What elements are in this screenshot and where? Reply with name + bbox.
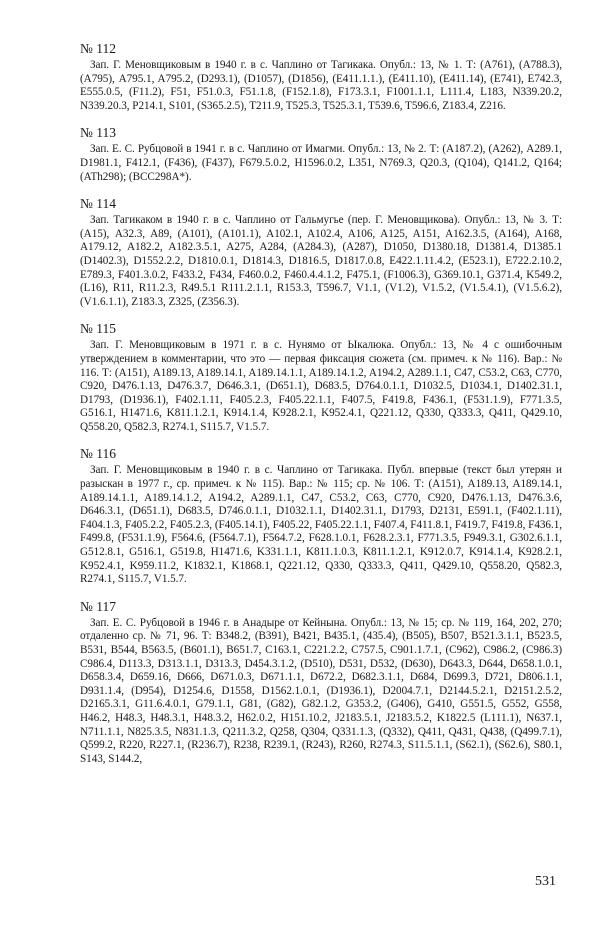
entry-number: № 113: [80, 125, 117, 141]
entry-text: Зап. Г. Меновщиковым в 1940 г. в с. Чаплино от Тагикака. Опубл.: 13, № 1. Т: (A761), (A788.3), (A795), A795.1, A795.2, (D293.1), (D1057), (D1856), (E411.1.1.), (E411.10), (E411.14), (E741), E742.3, E555.0.5, (F11.2), F51, F51.0.3, F51.1.8, (F152.1.8), F173.3.1, F1001.1.1, L111.4, L183, N339.20.2, N339.20.3, P214.1, S101, (S365.2.5), T211.9, T525.3, T525.3.1, T539.6, T596.6, Z183.4, Z216.: [80, 59, 562, 112]
page-number: 531: [535, 874, 556, 889]
entry-text: Зап. Г. Меновщиковым в 1971 г. в с. Нунямо от Ыкалюка. Опубл.: 13, № 4 с ошибочным утверждением в комментарии, что это — первая фиксация сюжета (см. примеч. к № 116). Вар.: № 116. Т: (A151), A189.13, A189.14.1, A189.14.1.1, A189.14.1.2, A194.2, A289.1.1, C47, C53.2, C63, C770, C920, D476.1.13, D476.3.7, D646.3.1, (D651.1), D683.5, D764.0.1.1, D1032.5, D1034.1, D1402.31.1, D1793, (D1936.1), F402.1.11, F405.2.3, F405.22.1.1, F407.5, F419.8, F436.1, (F531.1.9), F771.3.5, G516.1, H1471.6, K811.1.2.1, K914.1.4, K928.2.1, K952.4.1, Q221.12, Q330, Q333.3, Q411, Q429.10, Q558.20, Q582.3, R274.1, S115.7, V1.5.7.: [80, 339, 562, 433]
entry-number: № 115: [80, 321, 117, 337]
entry-number: № 114: [80, 196, 117, 212]
entry-text: Зап. Г. Меновщиковым в 1940 г. в с. Чаплино от Тагикака. Публ. впервые (текст был утерян и разыскан в 1977 г., ср. примеч. к № 115). Вар.: № 115; ср. № 106. Т: (A151), A189.13, A189.14.1, A189.14.1.1, A189.14.1.2, A194.2, A289.1.1, C47, C53.2, C63, C770, C920, D476.1.13, D476.3.6, D646.3.1, (D651.1), D683.5, D746.0.1.1, D1032.1.1, D1402.31.1, D1793, D2131, E591.1, (F402.1.11), F404.1.3, F405.2.2, F405.2.3, (F405.14.1), F405.22, F405.22.1.1, F407.4, F411.8.1, F419.7, F419.8, F436.1, F499.8, (F531.1.9), F564.6, (F564.7.1), F564.7.2, F628.1.0.1, F628.2.3.1, F771.3.5, F949.3.1, G302.6.1.1, G512.8.1, G516.1, G519.8, H1471.6, K331.1.1, K811.1.0.3, K811.1.2.1, K912.0.7, K914.1.4, K928.2.1, K952.4.1, K959.11.2, K1832.1, K1868.1, Q221.12, Q330, Q333.3, Q411, Q429.10, Q558.20, Q582.3, R274.1, S115.7, V1.5.7.: [80, 464, 562, 586]
entry-112: [80, 40, 562, 113]
entry-number: № 112: [80, 41, 117, 56]
entry-113: [80, 124, 562, 184]
entry-text: Зап. Тагикаком в 1940 г. в с. Чаплино от Гальмугье (пер. Г. Меновщикова). Опубл.: 13, № 3. Т: (A15), A32.3, A89, (A101), (A101.1), A102.1, A102.4, A106, A125, A151, A162.3.5, (A164), A168, A179.12, A182.2, A182.3.5.1, A275, A284, (A284.3), (A287), D1050, D1380.18, D1381.4, D1385.1 (D1402.3), D1552.2.2, D1810.0.1, D1814.3, D1816.5, D1817.0.8, E422.1.11.4.2, (E523.1), E722.2.10.2, E789.3, F401.3.0.2, F433.2, F434, F460.0.2, F460.4.4.1.2, F475.1, (F1006.3), G369.10.1, G371.4, K549.2, (L16), R11, R11.2.3, R49.5.1 R111.2.1.1, R153.3, T596.7, V1.1, (V1.2), V1.5.2, (V1.5.4.1), (V1.5.6.2), (V1.6.1.1), Z183.3, Z325, (Z356.3).: [80, 214, 562, 308]
document-page: [80, 40, 562, 777]
entry-text: Зап. Е. С. Рубцовой в 1946 г. в Анадыре от Кейнына. Опубл.: 13, № 15; ср. № 119, 164, 202, 270; отдаленно ср. № 71, 96. Т: B348.2, (B391), B421, B435.1, (435.4), (B505), B507, B521.3.1.1, B523.5, B531, B544, B563.5, (B601.1), B651.7, C163.1, C221.2.2, C757.5, C901.1.7.1, (C962), C986.2, (C986.3) C986.4, D113.3, D313.1.1, D313.3, D454.3.1.2, (D510), D531, D532, (D630), D643.3, D644, D658.1.0.1, D658.3.4, D659.16, D666, D671.0.3, D671.1.1, D672.2, D682.3.1.1, D684, D699.3, D721, D806.1.1, D931.1.4, (D954), D1254.6, D1558, D1562.1.0.1, (D1936.1), D2004.7.1, D2144.5.2.1, D2151.2.5.2, D2165.3.1, G11.6.4.0.1, G79.1.1, G81, (G82), G82.1.2, G353.2, (G406), G410, G551.5, G552, G558, H46.2, H48.3, H48.3.1, H48.3.2, H62.0.2, H151.10.2, J2183.5.1, J2183.5.2, K1822.5 (L111.1), N637.1, N711.1.1, N825.3.5, N831.1.3, Q211.3.2, Q258, Q304, Q331.1.3, (Q332), Q411, Q431, Q438, (Q499.7.1), Q599.2, R220, R227.1, (R236.7), R238, R239.1, (R243), R260, R274.3, S11.5.1.1, (S62.1), (S62.6), S80.1, S143, S144.2,: [80, 616, 562, 765]
entry-114: [80, 195, 562, 309]
entry-115: [80, 320, 562, 434]
entry-number: № 117: [80, 598, 117, 614]
entry-text: Зап. Е. С. Рубцовой в 1941 г. в с. Чаплино от Имагми. Опубл.: 13, № 2. Т: (A187.2), (A262), A289.1, D1981.1, F412.1, (F436), (F437), F679.5.0.2, H1596.0.2, L351, N769.3, Q20.3, (Q104), Q141.2, Q164; (ATh298); (BCC298A*).: [80, 143, 562, 183]
entry-117: [80, 598, 562, 767]
entry-number: № 116: [80, 446, 117, 462]
entry-116: [80, 445, 562, 586]
